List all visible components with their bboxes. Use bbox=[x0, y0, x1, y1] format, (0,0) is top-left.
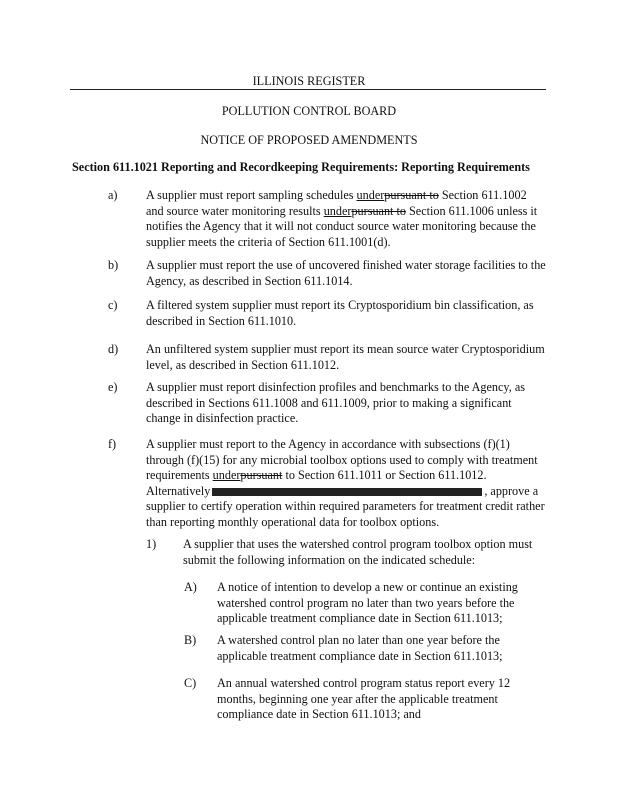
item-a-part1: A supplier must report sampling schedules bbox=[146, 188, 357, 202]
item-f-part3: , approve a supplier to certify operation within required parameters for treatment credit rather than reporting monthly operational data for toolbox options. bbox=[146, 483, 545, 529]
item-d-text: An unfiltered system supplier must report its mean source water Cryptosporidium level, as described in Section 611.1012. bbox=[146, 342, 545, 372]
item-c-label: c) bbox=[108, 298, 118, 312]
item-f-delete1: pursuant bbox=[240, 468, 283, 482]
item-f-part2: to Section 611.1011 or Section 611.1012. Alternatively bbox=[146, 468, 487, 498]
item-c-text: A filtered system supplier must report its Cryptosporidium bin classification, as described in Section 611.1010. bbox=[146, 298, 534, 328]
item-f-label: f) bbox=[108, 437, 117, 451]
item-a-part2: Section 611.1002 and source water monitoring results bbox=[146, 188, 527, 218]
item-b-label: b) bbox=[108, 258, 119, 272]
item-a-delete2: pursuant to bbox=[351, 203, 406, 218]
item-f1-B-text: A watershed control plan no later than one year before the applicable treatment compliance date in Section 611.1013; bbox=[217, 633, 503, 663]
item-a-label: a) bbox=[108, 188, 118, 202]
item-f1-C-label: C) bbox=[184, 676, 197, 690]
notice-title: NOTICE OF PROPOSED AMENDMENTS bbox=[200, 133, 418, 147]
item-f1-A-label: A) bbox=[184, 580, 197, 594]
section-heading: Section 611.1021 Reporting and Recordkeeping Requirements: Reporting Requirements bbox=[72, 160, 530, 174]
item-f-insert1: under bbox=[212, 468, 241, 482]
item-f-part1: A supplier must report to the Agency in accordance with subsections (f)(1) through (f)(15) for any microbial toolbox options used to comply with treatment requirements bbox=[146, 437, 538, 482]
register-title: ILLINOIS REGISTER bbox=[252, 74, 366, 88]
item-f1-label: 1) bbox=[146, 537, 157, 551]
item-f1-B-label: B) bbox=[184, 633, 197, 647]
header-rule bbox=[70, 89, 546, 90]
item-d-label: d) bbox=[108, 342, 119, 356]
redacted-text bbox=[212, 488, 482, 496]
item-a-delete1: pursuant to bbox=[384, 188, 439, 202]
item-b-text: A supplier must report the use of uncovered finished water storage facilities to the Agency, as described in Section 611.1014. bbox=[146, 258, 546, 288]
item-f1-A-text: A notice of intention to develop a new or continue an existing watershed control program no later than two years before the applicable treatment compliance date in Section 611.1013; bbox=[217, 580, 518, 625]
item-f-text bbox=[146, 437, 546, 530]
item-a-insert2: under bbox=[323, 203, 352, 218]
item-f1-text: A supplier that uses the watershed control program toolbox option must submit the following information on the indicated schedule: bbox=[183, 537, 533, 567]
board-title: POLLUTION CONTROL BOARD bbox=[221, 104, 397, 118]
item-a-part3: Section 611.1006 unless it notifies the Agency that it will not conduct source water monitoring because the supplier meets the criteria of Section 611.1001(d). bbox=[146, 203, 538, 249]
item-a-text bbox=[146, 188, 546, 250]
item-e-label: e) bbox=[108, 380, 118, 394]
item-e-text: A supplier must report disinfection profiles and benchmarks to the Agency, as described in Sections 611.1008 and 611.1009, prior to making a significant change in disinfection practice. bbox=[146, 380, 525, 425]
item-a-insert1: under bbox=[356, 188, 385, 202]
item-f1-C-text: An annual watershed control program status report every 12 months, beginning one year after the applicable treatment compliance date in Section 611.1013; and bbox=[217, 676, 511, 721]
